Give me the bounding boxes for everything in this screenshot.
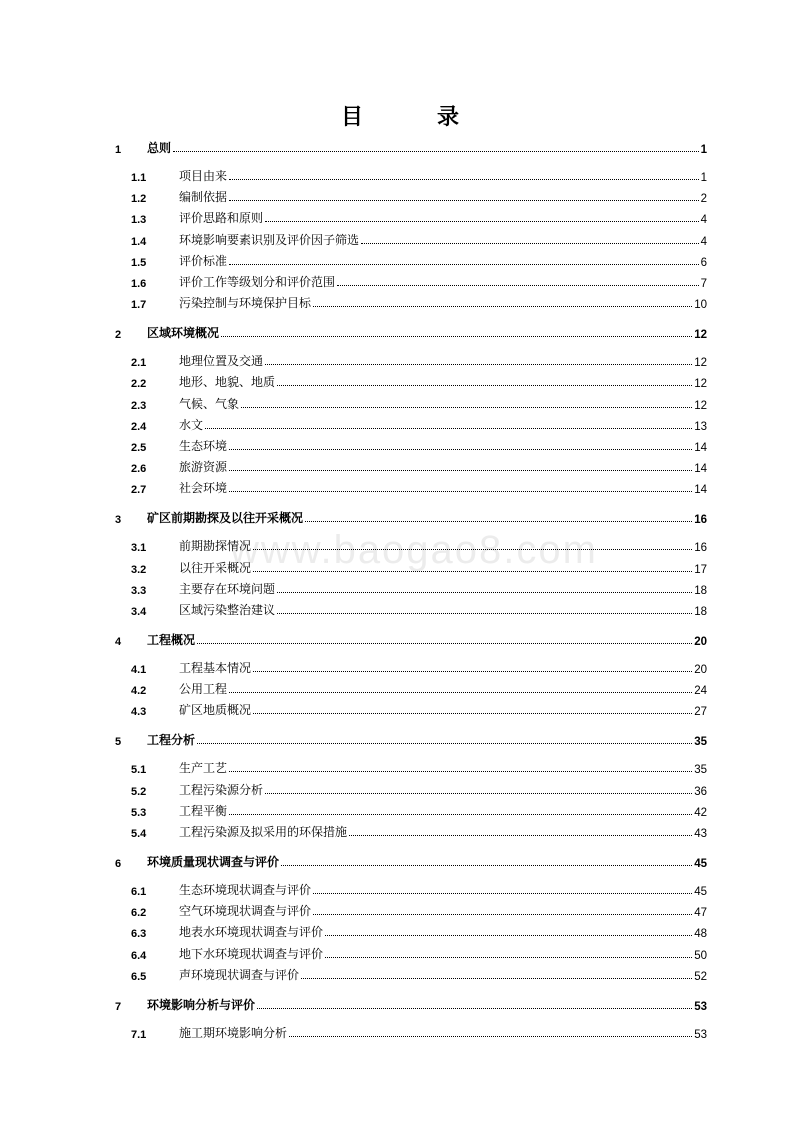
- toc-entry-number: 3.1: [131, 542, 147, 555]
- toc-entry-number: 1.3: [131, 214, 147, 227]
- toc-entry-number: 3.2: [131, 563, 147, 576]
- toc-entry-title: 前期勘探情况: [179, 539, 252, 554]
- toc-entry-title: 污染控制与环境保护目标: [179, 296, 312, 311]
- toc-entry-number: 2.7: [131, 484, 147, 497]
- toc-entry-number: 5: [115, 736, 122, 749]
- toc-section-entry[interactable]: [115, 558, 707, 576]
- toc-entry-number: 4.2: [131, 685, 147, 698]
- toc-dot-leader: [229, 491, 692, 492]
- toc-entry-title: 环境质量现状调查与评价: [147, 855, 280, 869]
- toc-dot-leader: [253, 571, 692, 572]
- toc-entry-number: 5.3: [131, 806, 147, 819]
- toc-section-entry[interactable]: [115, 801, 707, 819]
- toc-entry-number: 2.1: [131, 357, 147, 370]
- toc-entry-page-number: 1: [700, 172, 707, 184]
- toc-dot-leader: [229, 814, 692, 815]
- toc-entry-title: 工程污染源及拟采用的环保措施: [179, 825, 348, 839]
- toc-entry-title: 以往开采概况: [179, 560, 252, 575]
- toc-entry-number: 6.4: [131, 949, 147, 962]
- toc-entry-title: 工程分析: [147, 733, 196, 748]
- toc-chapter-entry[interactable]: [115, 852, 707, 870]
- toc-section-entry[interactable]: [115, 251, 707, 269]
- toc-dot-leader: [325, 957, 692, 958]
- toc-entry-page-number: 24: [694, 685, 707, 698]
- toc-entry-title: 社会环境: [179, 481, 228, 496]
- toc-dot-leader: [253, 549, 692, 550]
- toc-dot-leader: [277, 385, 692, 386]
- toc-entry-number: 7: [115, 1000, 122, 1013]
- toc-entry-title: 工程平衡: [179, 803, 228, 818]
- toc-entry-title: 评价工作等级划分和评价范围: [179, 275, 336, 289]
- toc-entry-page-number: 42: [694, 806, 707, 819]
- toc-entry-page-number: 16: [694, 542, 707, 555]
- toc-entry-number: 2.6: [131, 463, 147, 476]
- toc-section-entry[interactable]: [115, 579, 707, 597]
- toc-dot-leader: [301, 978, 692, 979]
- toc-entry-title: 环境影响分析与评价: [147, 997, 256, 1012]
- toc-entry-number: 1: [115, 144, 122, 156]
- toc-chapter-entry[interactable]: [115, 138, 707, 156]
- toc-entry-title: 公用工程: [179, 682, 228, 697]
- toc-entry-number: 1.2: [131, 193, 147, 206]
- toc-dot-leader: [337, 285, 699, 286]
- toc-section-entry[interactable]: [115, 208, 707, 226]
- toc-dot-leader: [253, 671, 692, 672]
- toc-section-entry[interactable]: [115, 187, 707, 205]
- toc-entry-page-number: 4: [700, 214, 707, 227]
- toc-dot-leader: [229, 264, 699, 265]
- toc-chapter-entry[interactable]: [115, 995, 707, 1013]
- toc-entry-number: 2.4: [131, 420, 147, 433]
- toc-entry-page-number: 6: [700, 256, 707, 269]
- toc-entry-page-number: 45: [694, 886, 707, 898]
- toc-section-entry[interactable]: [115, 901, 707, 919]
- toc-entry-page-number: 36: [694, 785, 707, 798]
- toc-chapter-entry[interactable]: [115, 508, 707, 526]
- toc-entry-number: 3: [115, 514, 122, 527]
- toc-section-entry[interactable]: [115, 658, 707, 676]
- toc-section-entry[interactable]: [115, 822, 707, 840]
- toc-entry-title: 地下水环境现状调查与评价: [179, 946, 324, 961]
- toc-entry-page-number: 47: [694, 907, 707, 920]
- toc-section-entry[interactable]: [115, 536, 707, 554]
- toc-entry-number: 2: [115, 329, 122, 342]
- toc-section-entry[interactable]: [115, 880, 707, 898]
- toc-section-entry[interactable]: [115, 394, 707, 412]
- toc-section-entry[interactable]: [115, 944, 707, 962]
- toc-entry-number: 5.1: [131, 764, 147, 777]
- toc-entry-title: 工程概况: [147, 633, 196, 647]
- toc-entry-page-number: 53: [694, 1000, 707, 1013]
- toc-entry-title: 评价标准: [179, 253, 228, 268]
- toc-entry-page-number: 12: [694, 329, 707, 342]
- toc-entry-number: 4: [115, 636, 122, 648]
- toc-dot-leader: [197, 743, 692, 744]
- toc-entry-title: 矿区地质概况: [179, 703, 252, 718]
- toc-section-entry[interactable]: [115, 922, 707, 940]
- toc-entry-page-number: 45: [694, 858, 707, 870]
- toc-entry-page-number: 27: [694, 706, 707, 719]
- toc-dot-leader: [305, 521, 692, 522]
- toc-dot-leader: [205, 428, 692, 429]
- toc-entry-number: 2.2: [131, 378, 147, 391]
- toc-section-entry[interactable]: [115, 758, 707, 776]
- toc-entry-number: 4.3: [131, 706, 147, 719]
- toc-section-entry[interactable]: [115, 457, 707, 475]
- toc-entry-number: 7.1: [131, 1028, 147, 1041]
- toc-entry-title: 工程基本情况: [179, 661, 252, 675]
- toc-dot-leader: [265, 364, 692, 365]
- toc-entry-number: 3.4: [131, 606, 147, 618]
- toc-section-entry[interactable]: [115, 965, 707, 983]
- toc-entry-page-number: 10: [694, 299, 707, 312]
- toc-chapter-entry[interactable]: [115, 730, 707, 748]
- toc-section-entry[interactable]: [115, 272, 707, 290]
- toc-entry-number: 1.6: [131, 278, 147, 290]
- toc-entry-title: 水文: [179, 417, 204, 432]
- toc-entry-title: 区域污染整治建议: [179, 603, 276, 617]
- toc-entry-title: 生态环境: [179, 439, 228, 453]
- toc-entry-page-number: 7: [700, 278, 707, 290]
- toc-section-entry[interactable]: [115, 436, 707, 454]
- toc-entry-title: 施工期环境影响分析: [179, 1025, 288, 1040]
- toc-dot-leader: [281, 865, 692, 866]
- toc-entry-page-number: 53: [694, 1028, 707, 1041]
- toc-section-entry[interactable]: [115, 478, 707, 496]
- toc-entry-title: 旅游资源: [179, 460, 228, 475]
- toc-entry-title: 空气环境现状调查与评价: [179, 904, 312, 919]
- toc-entry-number: 3.3: [131, 584, 147, 597]
- toc-entry-page-number: 2: [700, 193, 707, 206]
- toc-dot-leader: [229, 470, 692, 471]
- toc-dot-leader: [289, 1036, 692, 1037]
- toc-entry-page-number: 1: [700, 144, 707, 156]
- toc-dot-leader: [253, 713, 692, 714]
- toc-entry-page-number: 12: [694, 378, 707, 391]
- toc-entry-number: 1.4: [131, 235, 147, 248]
- toc-entry-title: 地理位置及交通: [179, 354, 264, 369]
- toc-entry-page-number: 17: [694, 563, 707, 576]
- toc-entry-title: 评价思路和原则: [179, 211, 264, 226]
- toc-entry-title: 地表水环境现状调查与评价: [179, 925, 324, 940]
- toc-entry-number: 4.1: [131, 664, 147, 676]
- toc-entry-title: 生产工艺: [179, 761, 228, 776]
- toc-section-entry[interactable]: [115, 230, 707, 248]
- toc-chapter-entry[interactable]: [115, 630, 707, 648]
- toc-entry-title: 地形、地貌、地质: [179, 375, 276, 390]
- toc-entry-number: 6.2: [131, 907, 147, 920]
- toc-entry-number: 6.5: [131, 970, 147, 983]
- toc-entry-number: 5.4: [131, 828, 147, 840]
- toc-dot-leader: [229, 200, 699, 201]
- toc-entry-number: 6.3: [131, 928, 147, 941]
- toc-entry-page-number: 48: [694, 928, 707, 941]
- toc-entry-title: 区域环境概况: [147, 326, 220, 341]
- toc-entry-page-number: 13: [694, 420, 707, 433]
- toc-dot-leader: [229, 179, 699, 180]
- toc-dot-leader: [349, 835, 692, 836]
- toc-entry-page-number: 35: [694, 764, 707, 777]
- toc-section-entry[interactable]: [115, 600, 707, 618]
- toc-entry-title: 矿区前期勘探及以往开采概况: [147, 511, 304, 526]
- toc-entry-title: 总则: [147, 141, 172, 155]
- toc-dot-leader: [229, 449, 692, 450]
- toc-dot-leader: [265, 793, 692, 794]
- toc-entry-page-number: 14: [694, 442, 707, 454]
- toc-dot-leader: [313, 893, 692, 894]
- toc-entry-number: 1.7: [131, 299, 147, 312]
- toc-dot-leader: [241, 407, 692, 408]
- watermark: www.baogao8.com: [230, 528, 598, 572]
- toc-entry-page-number: 4: [700, 235, 707, 248]
- toc-entry-number: 1.5: [131, 256, 147, 269]
- toc-section-entry[interactable]: [115, 679, 707, 697]
- toc-entry-number: 1.1: [131, 172, 147, 184]
- toc-section-entry[interactable]: [115, 372, 707, 390]
- toc-entry-page-number: 12: [694, 399, 707, 412]
- toc-dot-leader: [313, 306, 692, 307]
- toc-section-entry[interactable]: [115, 415, 707, 433]
- toc-entry-title: 声环境现状调查与评价: [179, 967, 300, 982]
- toc-entry-page-number: 18: [694, 584, 707, 597]
- toc-entry-page-number: 20: [694, 664, 707, 676]
- toc-entry-title: 生态环境现状调查与评价: [179, 883, 312, 897]
- toc-entry-title: 主要存在环境问题: [179, 581, 276, 596]
- toc-entry-page-number: 14: [694, 463, 707, 476]
- toc-section-entry[interactable]: [115, 700, 707, 718]
- toc-section-entry[interactable]: [115, 293, 707, 311]
- toc-section-entry[interactable]: [115, 780, 707, 798]
- toc-entry-number: 6: [115, 858, 122, 870]
- toc-dot-leader: [229, 692, 692, 693]
- toc-entry-number: 2.3: [131, 399, 147, 412]
- toc-dot-leader: [221, 336, 692, 337]
- toc-section-entry[interactable]: [115, 1023, 707, 1041]
- toc-dot-leader: [173, 151, 699, 152]
- toc-entry-page-number: 20: [694, 636, 707, 648]
- toc-entry-number: 6.1: [131, 886, 147, 898]
- toc-entry-page-number: 52: [694, 970, 707, 983]
- toc-section-entry[interactable]: [115, 351, 707, 369]
- toc-entry-title: 气候、气象: [179, 396, 240, 411]
- toc-dot-leader: [313, 914, 692, 915]
- toc-entry-number: 2.5: [131, 442, 147, 454]
- toc-entry-title: 工程污染源分析: [179, 782, 264, 797]
- toc-entry-page-number: 14: [694, 484, 707, 497]
- toc-dot-leader: [197, 643, 692, 644]
- toc-entry-page-number: 12: [694, 357, 707, 370]
- toc-entry-page-number: 18: [694, 606, 707, 618]
- toc-section-entry[interactable]: [115, 166, 707, 184]
- toc-dot-leader: [257, 1008, 692, 1009]
- toc-dot-leader: [277, 592, 692, 593]
- toc-entry-title: 编制依据: [179, 190, 228, 205]
- toc-entry-title: 项目由来: [179, 169, 228, 183]
- toc-dot-leader: [265, 221, 699, 222]
- toc-dot-leader: [277, 613, 692, 614]
- page-title: 目 录: [340, 105, 485, 130]
- toc-entry-title: 环境影响要素识别及评价因子筛选: [179, 232, 360, 247]
- toc-entry-page-number: 43: [694, 828, 707, 840]
- toc-chapter-entry[interactable]: [115, 323, 707, 341]
- toc-entry-page-number: 16: [694, 514, 707, 527]
- toc-entry-page-number: 35: [694, 736, 707, 749]
- toc-dot-leader: [361, 243, 699, 244]
- toc-dot-leader: [325, 935, 692, 936]
- toc-entry-page-number: 50: [694, 949, 707, 962]
- toc-dot-leader: [229, 771, 692, 772]
- toc-entry-number: 5.2: [131, 785, 147, 798]
